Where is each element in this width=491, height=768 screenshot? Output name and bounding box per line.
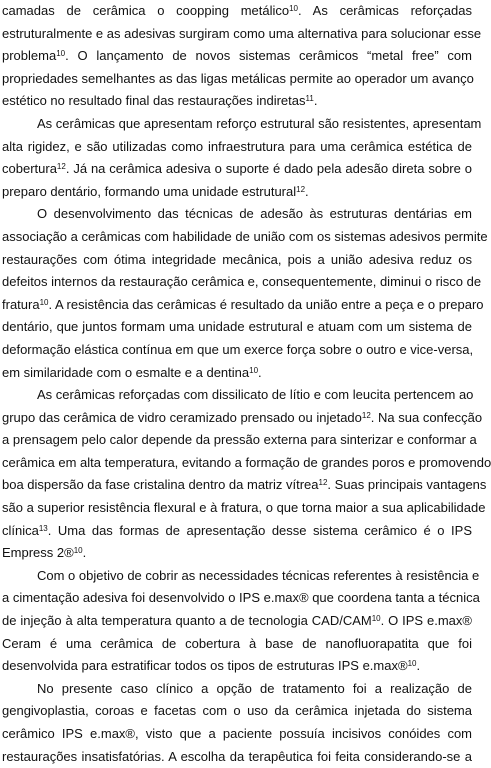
line-text: associação a cerâmicas com habilidade de união com os sistemas adesivos permite: [2, 228, 488, 244]
line-text: defeitos internos da restauração cerâmica e, consequentemente, diminui o risco de: [2, 274, 482, 290]
citation-superscript: 10: [73, 546, 83, 556]
line-text-tail: .: [305, 183, 309, 199]
paragraph: [2, 0, 482, 113]
line-text-tail: . Na sua confecção: [370, 409, 483, 425]
line-text-tail: . Uma das formas de apresentação desse sistema cerâmico é o IPS: [47, 522, 472, 538]
citation-superscript: 12: [296, 184, 306, 194]
citation-superscript: 10: [371, 614, 381, 624]
text-line: [2, 520, 472, 543]
paragraph: [2, 678, 472, 768]
line-text: de injeção à alta temperatura quanto a de tecnologia CAD/CAM: [2, 613, 372, 629]
text-line: [2, 68, 472, 91]
text-line: [2, 249, 472, 272]
citation-superscript: 10: [56, 49, 66, 59]
line-text-tail: . Suas principais vantagens: [327, 477, 487, 493]
citation-superscript: 13: [38, 523, 48, 533]
line-text: Com o objetivo de cobrir as necessidades técnicas referentes à resistência e: [37, 567, 480, 583]
line-text: restaurações insatisfatórias. A escolha da terapêutica foi feita considerando-se a: [2, 748, 472, 764]
line-text: alta rigidez, e são utilizadas como infraestrutura para uma cerâmica estética de: [2, 138, 472, 154]
text-line: [2, 158, 472, 181]
line-text: fratura: [2, 296, 40, 312]
text-line: [2, 294, 484, 317]
line-text: As cerâmicas reforçadas com dissilicato de lítio e com leucita pertencem ao: [37, 387, 474, 403]
text-line: [2, 0, 472, 23]
line-text: boa dispersão da fase cristalina dentro da matriz vítrea: [2, 477, 319, 493]
citation-superscript: 11: [305, 94, 314, 104]
line-text: camadas de cerâmica o coopping metálico: [2, 3, 290, 18]
line-text: cerâmica em alta temperatura, evitando a formação de grandes poros e promovendo: [2, 454, 491, 470]
line-text-tail: .: [258, 364, 262, 380]
text-line: [2, 362, 472, 385]
line-text: clínica: [2, 522, 39, 538]
line-text: em similaridade com o esmalte e a dentina: [2, 364, 250, 380]
citation-superscript: 10: [249, 365, 259, 375]
text-line: [2, 746, 472, 768]
text-line: [2, 700, 472, 723]
line-text: No presente caso clínico a opção de tratamento foi a realização de: [37, 680, 472, 696]
text-line: [2, 90, 472, 113]
text-line: [2, 384, 472, 407]
citation-superscript: 12: [318, 478, 328, 488]
line-text-tail: . A resistência das cerâmicas é resultado da união entre a peça e o preparo: [48, 296, 484, 312]
line-text-tail: . O lançamento de novos sistemas cerâmicos “metal free” com: [65, 48, 472, 64]
citation-superscript: 10: [39, 297, 49, 307]
text-line: [2, 655, 472, 678]
text-line: [2, 181, 472, 204]
line-text-tail: . Já na cerâmica adesiva o suporte é dado pela adesão direta sobre o: [65, 161, 472, 177]
text-line: [2, 633, 472, 656]
text-line: [2, 203, 472, 226]
paragraph: [2, 384, 491, 565]
line-text: a prensagem pelo calor depende da pressão externa para sinterizar e conformar a: [2, 432, 477, 448]
text-line: [2, 316, 472, 339]
line-text-tail: .: [416, 658, 421, 674]
citation-superscript: 10: [407, 659, 417, 669]
line-text: As cerâmicas que apresentam reforço estrutural são resistentes, apresentam: [37, 115, 482, 131]
text-line: [2, 113, 482, 136]
text-line: [2, 723, 472, 746]
line-text: desenvolvida para estratificar todos os tipos de estruturas IPS e.max®: [2, 658, 408, 674]
line-text: grupo das cerâmica de vidro ceramizado prensado ou injetado: [2, 409, 362, 425]
line-text: estruturalmente e as adesivas surgiram como uma alternativa para solucionar esse: [2, 25, 482, 41]
line-text: propriedades semelhantes as das ligas metálicas permite ao operador um avanço: [2, 70, 474, 86]
line-text: O desenvolvimento das técnicas de adesão às estruturas dentárias em: [37, 206, 472, 222]
citation-superscript: 12: [56, 162, 66, 172]
line-text-tail: .: [313, 93, 318, 109]
line-text-tail: . As cerâmicas reforçadas: [298, 3, 472, 18]
citation-superscript: 10: [289, 4, 299, 13]
citation-superscript: 12: [361, 410, 371, 420]
text-line: [2, 136, 472, 159]
paragraph: [2, 203, 488, 384]
text-line: [2, 497, 486, 520]
line-text: deformação elástica contínua em que um exerce força sobre o outro e vice-versa,: [2, 341, 474, 357]
text-line: [2, 565, 480, 588]
line-text: a cimentação adesiva foi desenvolvido o IPS e.max® que coordena tanta a técnica: [2, 590, 480, 606]
text-line: [2, 587, 480, 610]
line-text: preparo dentário, formando uma unidade estrutural: [2, 183, 297, 199]
line-text: problema: [2, 48, 57, 64]
line-text: são a superior resistência flexural e à fratura, o que torna maior a sua aplicabilidade: [2, 500, 486, 516]
line-text: gengivoplastia, coroas e facetas com o uso da cerâmica injetada do sistema: [2, 703, 472, 719]
text-line: [2, 45, 472, 68]
text-line: [2, 226, 488, 249]
line-text: cobertura: [2, 161, 57, 177]
text-line: [2, 678, 472, 701]
text-line: [2, 23, 482, 46]
line-text: restaurações com ótima integridade mecânica, pois a união adesiva reduz os: [2, 251, 472, 267]
text-line: [2, 271, 482, 294]
line-text: Ceram é uma cerâmica de cobertura à base de nanofluorapatita que foi: [2, 635, 472, 651]
line-text-tail: .: [82, 545, 87, 561]
line-text: dentário, que juntos formam uma unidade estrutural e atuam com um sistema de: [2, 319, 472, 335]
line-text: cerâmico IPS e.max®, visto que a paciente possuía incisivos conóides com: [2, 726, 472, 741]
paragraph: [2, 565, 480, 678]
text-line: [2, 452, 491, 475]
text-line: [2, 407, 483, 430]
line-text-tail: . O IPS e.max®: [380, 613, 472, 629]
text-line: [2, 610, 472, 633]
paragraph: [2, 113, 482, 203]
text-line: [2, 474, 487, 497]
line-text: estético no resultado final das restaurações indiretas: [2, 93, 306, 109]
text-line: [2, 542, 472, 565]
document-body: [2, 0, 491, 768]
text-line: [2, 339, 472, 362]
text-line: [2, 429, 477, 452]
line-text: Empress 2®: [2, 545, 74, 561]
